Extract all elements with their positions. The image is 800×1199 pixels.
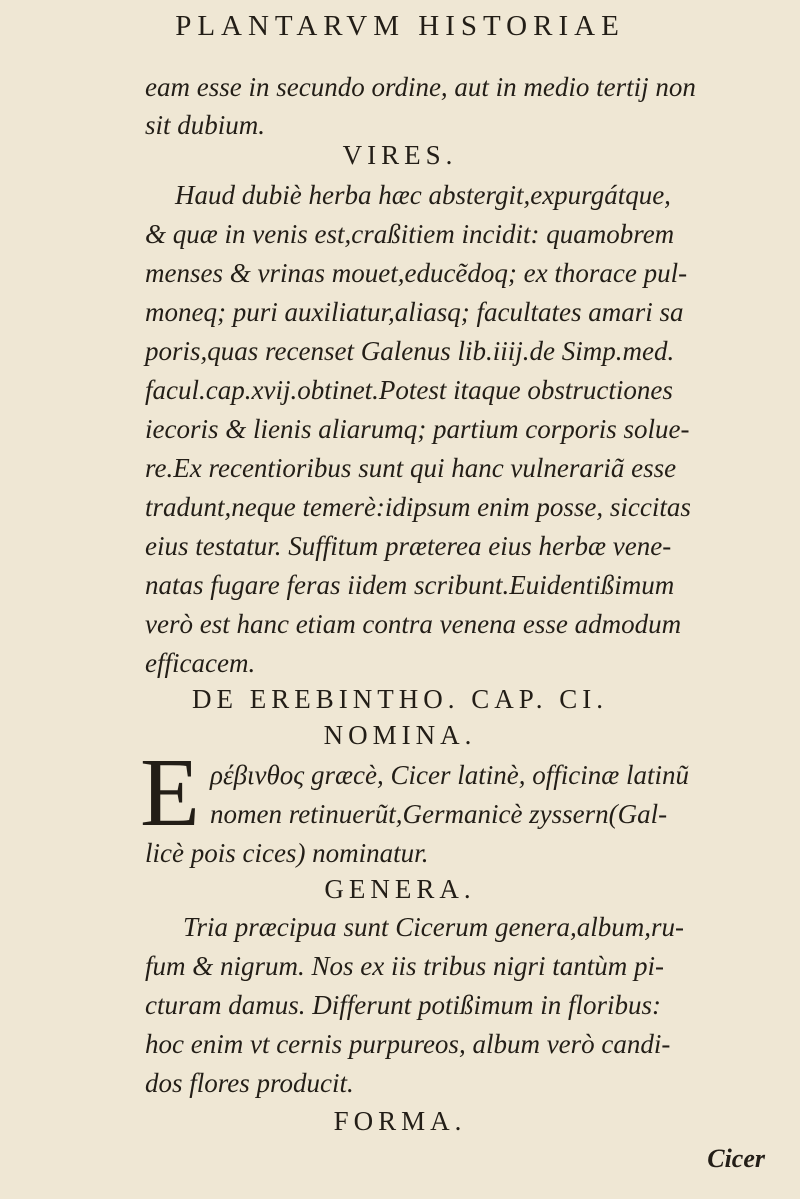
- paragraph-1-line: sit dubium.: [145, 110, 266, 140]
- vires-line: verò est hanc etiam contra venena esse admodum: [145, 609, 682, 639]
- genera-line: fum & nigrum. Nos ex iis tribus nigri tantùm pi-: [145, 951, 665, 981]
- genera-line: cturam damus. Differunt potißimum in floribus:: [145, 990, 662, 1020]
- vires-line: natas fugare feras iidem scribunt.Euidentißimum: [145, 570, 675, 600]
- nomina-line: nomen retinuerũt,Germanicè zyssern(Gal-: [210, 799, 668, 829]
- nomina-line: licè pois cices) nominatur.: [145, 838, 429, 868]
- vires-line: Haud dubiè herba hæc abstergit,expurgátque,: [175, 180, 671, 210]
- paragraph-1-line: eam esse in secundo ordine, aut in medio tertij non: [145, 72, 696, 102]
- genera-line: hoc enim vt cernis purpureos, album verò candi-: [145, 1029, 671, 1059]
- section-heading-nomina: NOMINA.: [323, 720, 477, 750]
- genera-line: dos flores producit.: [145, 1068, 354, 1098]
- section-heading-genera: GENERA.: [324, 874, 476, 904]
- genera-line: Tria præcipua sunt Cicerum genera,album,ru-: [183, 912, 685, 942]
- vires-line: poris,quas recenset Galenus lib.iiij.de Simp.med.: [145, 336, 675, 366]
- drop-cap-initial: E: [140, 739, 200, 847]
- vires-line: menses & vrinas mouet,educẽdoq; ex thorace pul-: [145, 258, 688, 288]
- catchword: Cicer: [707, 1144, 765, 1173]
- vires-line: tradunt,neque temerè:idipsum enim posse, siccitas: [145, 492, 691, 522]
- section-heading-forma: FORMA.: [333, 1106, 467, 1136]
- running-head: PLANTARVM HISTORIAE: [175, 10, 625, 42]
- vires-line: moneq; puri auxiliatur,aliasq; facultates amari sa: [145, 297, 684, 327]
- vires-line: eius testatur. Suffitum præterea eius herbæ vene-: [145, 531, 672, 561]
- vires-line: re.Ex recentioribus sunt qui hanc vulnerariã esse: [145, 453, 677, 483]
- vires-line: iecoris & lienis aliarumq; partium corporis solue-: [145, 414, 690, 444]
- vires-line: efficacem.: [145, 648, 256, 678]
- section-heading-vires: VIRES.: [342, 140, 458, 170]
- chapter-heading: DE EREBINTHO. CAP. CI.: [191, 684, 608, 714]
- vires-line: & quæ in venis est,craßitiem incidit: quamobrem: [145, 219, 675, 249]
- vires-line: facul.cap.xvij.obtinet.Potest itaque obstructiones: [145, 375, 673, 405]
- nomina-line: ρέβινθος græcè, Cicer latinè, officinæ latinũ: [210, 760, 689, 790]
